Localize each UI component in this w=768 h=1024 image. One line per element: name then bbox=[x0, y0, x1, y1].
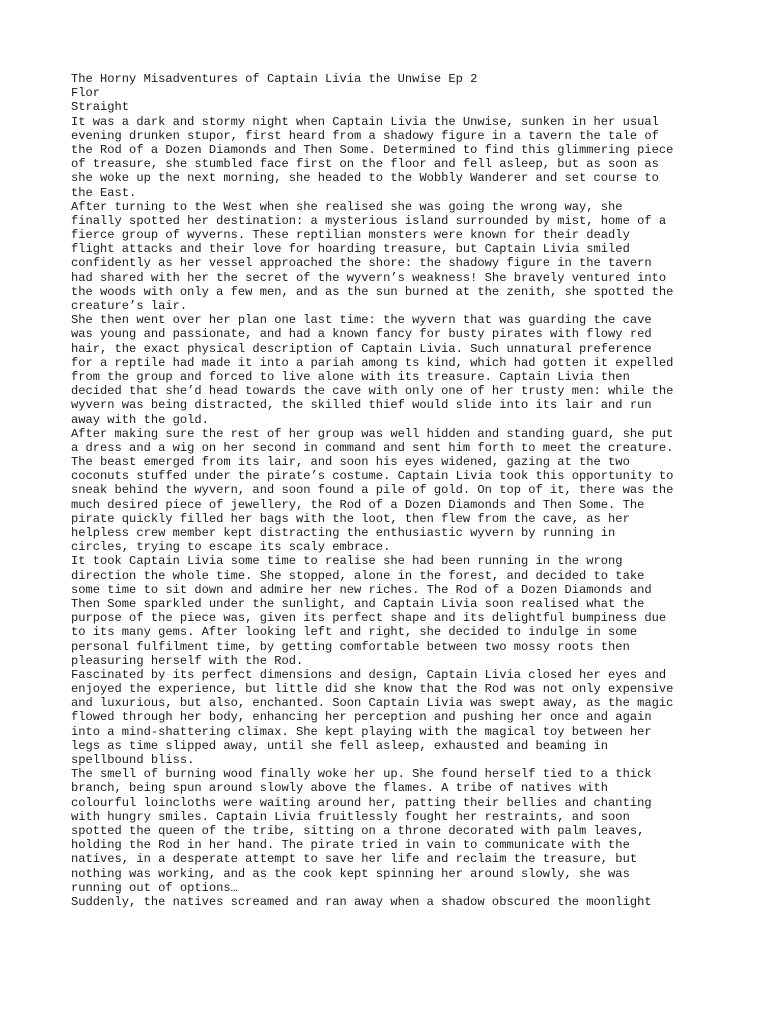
text-line: spotted the queen of the tribe, sitting on a throne decorated with palm leaves, bbox=[71, 823, 645, 838]
text-line: flight attacks and their love for hoarding treasure, but Captain Livia smiled bbox=[71, 242, 630, 257]
text-line: to its many gems. After looking left and right, she decided to indulge in some bbox=[71, 625, 638, 640]
text-line: colourful loincloths were waiting around her, patting their bellies and chanting bbox=[71, 795, 652, 810]
text-line: It was a dark and stormy night when Captain Livia the Unwise, sunken in her usual bbox=[71, 114, 659, 129]
text-line: natives, in a desperate attempt to save her life and reclaim the treasure, but bbox=[71, 852, 638, 867]
text-line: pleasuring herself with the Rod. bbox=[71, 653, 304, 668]
document-body bbox=[71, 72, 701, 909]
text-line: Fascinated by its perfect dimensions and design, Captain Livia closed her eyes and bbox=[71, 667, 667, 682]
text-line: coconuts stuffed under the pirate’s costume. Captain Livia took this opportunity to bbox=[71, 469, 674, 484]
text-line: circles, trying to escape its scaly embrace. bbox=[71, 540, 391, 555]
text-line: from the group and forced to live alone with its treasure. Captain Livia then bbox=[71, 369, 630, 384]
text-line: with hungry smiles. Captain Livia fruitlessly fought her restraints, and soon bbox=[71, 809, 630, 824]
text-line: the East. bbox=[71, 185, 137, 200]
text-line: Then Some sparkled under the sunlight, and Captain Livia soon realised what the bbox=[71, 596, 645, 611]
text-line: nothing was working, and as the cook kept spinning her around slowly, she was bbox=[71, 866, 630, 881]
text-line: some time to sit down and admire her new riches. The Rod of a Dozen Diamonds and bbox=[71, 582, 652, 597]
text-line: decided that she’d head towards the cave with only one of her trusty men: while the bbox=[71, 384, 674, 399]
text-line: a dress and a wig on her second in command and sent him forth to meet the creature. bbox=[71, 440, 674, 455]
text-line: The beast emerged from its lair, and soon his eyes widened, gazing at the two bbox=[71, 455, 630, 470]
text-line: wyvern was being distracted, the skilled thief would slide into its lair and run bbox=[71, 398, 652, 413]
document-subheading: Straight bbox=[71, 100, 130, 115]
text-line: After turning to the West when she realised she was going the wrong way, she bbox=[71, 199, 623, 214]
text-line: the Rod of a Dozen Diamonds and Then Some. Determined to find this glimmering piece bbox=[71, 142, 674, 157]
text-line: pirate quickly filled her bags with the loot, then flew from the cave, as her bbox=[71, 511, 630, 526]
text-line: away with the gold. bbox=[71, 412, 209, 427]
text-line: confidently as her vessel approached the shore: the shadowy figure in the tavern bbox=[71, 256, 652, 271]
text-line: creature’s lair. bbox=[71, 299, 188, 313]
text-line: holding the Rod in her hand. The pirate tried in vain to communicate with the bbox=[71, 838, 630, 853]
document-title: The Horny Misadventures of Captain Livia the Unwise Ep 2 bbox=[71, 72, 478, 86]
text-line: helpless crew member kept distracting the enthusiastic wyvern by running in bbox=[71, 526, 616, 540]
text-line: much desired piece of jewellery, the Rod of a Dozen Diamonds and Then Some. The bbox=[71, 497, 645, 512]
text-line: hair, the exact physical description of Captain Livia. Such unnatural preference bbox=[71, 341, 652, 356]
text-line: of treasure, she stumbled face first on the floor and fell asleep, but as soon as bbox=[71, 157, 659, 172]
text-line: finally spotted her destination: a mysterious island surrounded by mist, home of a bbox=[71, 213, 667, 228]
text-line: was young and passionate, and had a known fancy for busty pirates with flowy red bbox=[71, 327, 652, 342]
text-line: sneak behind the wyvern, and soon found a pile of gold. On top of it, there was the bbox=[71, 483, 674, 498]
text-line: personal fulfilment time, by getting comfortable between two mossy roots then bbox=[71, 639, 630, 654]
text-line: had shared with her the secret of the wyvern’s weakness! She bravely ventured into bbox=[71, 270, 667, 285]
text-line: She then went over her plan one last time: the wyvern that was guarding the cave bbox=[71, 313, 652, 328]
text-line: The smell of burning wood finally woke her up. She found herself tied to a thick bbox=[71, 767, 652, 782]
text-line: into a mind-shattering climax. She kept playing with the magical toy between her bbox=[71, 724, 652, 739]
text-line: direction the whole time. She stopped, alone in the forest, and decided to take bbox=[71, 568, 645, 583]
text-line: enjoyed the experience, but little did she know that the Rod was not only expensive bbox=[71, 682, 674, 697]
text-line: spellbound bliss. bbox=[71, 753, 195, 767]
text-line: Suddenly, the natives screamed and ran away when a shadow obscured the moonlight bbox=[71, 894, 652, 909]
text-line: evening drunken stupor, first heard from a shadowy figure in a tavern the tale of bbox=[71, 128, 659, 143]
document-subheading: Flor bbox=[71, 86, 101, 101]
text-line: and luxurious, but also, enchanted. Soon Captain Livia was swept away, as the magic bbox=[71, 696, 674, 711]
text-line: purpose of the piece was, given its perfect shape and its delightful bumpiness due bbox=[71, 611, 667, 626]
text-line: branch, being spun around slowly above the flames. A tribe of natives with bbox=[71, 781, 609, 796]
text-line: It took Captain Livia some time to realise she had been running in the wrong bbox=[71, 554, 623, 569]
text-line: fierce group of wyverns. These reptilian monsters were known for their deadly bbox=[71, 228, 630, 243]
text-line: the woods with only a few men, and as the sun burned at the zenith, she spotted the bbox=[71, 284, 674, 299]
text-line: legs as time slipped away, until she fell asleep, exhausted and beaming in bbox=[71, 738, 609, 753]
text-line: running out of options… bbox=[71, 880, 238, 895]
text-line: she woke up the next morning, she headed to the Wobbly Wanderer and set course to bbox=[71, 171, 659, 186]
text-line: flowed through her body, enhancing her perception and pushing her once and again bbox=[71, 710, 652, 725]
text-line: After making sure the rest of her group was well hidden and standing guard, she put bbox=[71, 426, 674, 441]
text-line: for a reptile had made it into a pariah among ts kind, which had gotten it expelled bbox=[71, 355, 674, 370]
